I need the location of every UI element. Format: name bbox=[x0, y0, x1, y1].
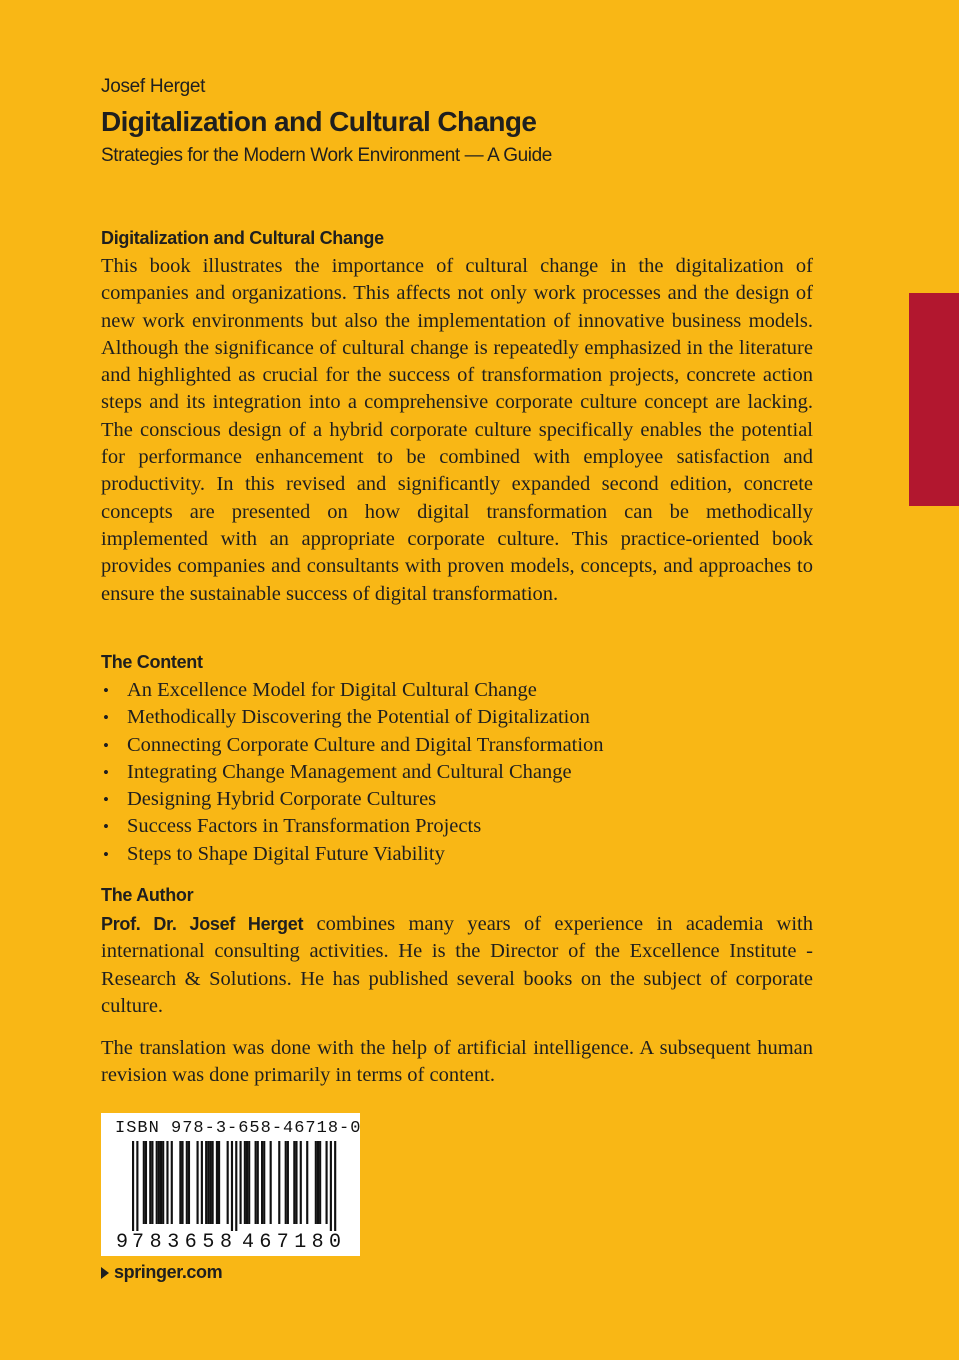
content-item: • Success Factors in Transformation Projects bbox=[101, 813, 604, 840]
author-bio bbox=[101, 911, 813, 1020]
book-subtitle: Strategies for the Modern Work Environment — A Guide bbox=[101, 145, 552, 166]
description-text: This book illustrates the importance of cultural change in the digitalization of companies and organizations. This affects not only work processes and the design of new work environments but also the implementation of innovative business models. Although the significance of cultural change is repeatedly emphasized in the literature and highlighted as crucial for the success of transformation projects, concrete action steps and its integration into a comprehensive corporate culture concept are lacking. The conscious design of a hybrid corporate culture specifically enables the potential for performance enhancement to be combined with employee satisfaction and productivity. In this revised and significantly expanded second edition, concrete concepts are presented on how digital transformation can be methodically implemented with an appropriate corporate culture. This practice-oriented book provides companies and consultants with proven models, concepts, and approaches to ensure the sustainable success of digital transformation. bbox=[101, 255, 813, 605]
barcode-digits bbox=[101, 1113, 360, 1256]
translation-note: The translation was done with the help of artificial intelligence. A subsequent human revision was done primarily in terms of content. bbox=[101, 1037, 813, 1087]
book-title: Digitalization and Cultural Change bbox=[101, 106, 537, 137]
content-item: • Steps to Shape Digital Future Viability bbox=[101, 841, 604, 868]
barcode-digits-right: 467180 bbox=[242, 1231, 341, 1254]
barcode-digits-left: 783658 bbox=[132, 1231, 232, 1254]
red-spine-tab bbox=[909, 293, 959, 506]
description-heading: Digitalization and Cultural Change bbox=[101, 228, 384, 248]
content-item: • Connecting Corporate Culture and Digital Transformation bbox=[101, 732, 604, 759]
author-bio-text: combines many years of experience in academia with international consulting activities. He is the Director of the Excellence Institute - Research & Solutions. He has published several books on the subject of corporate culture. bbox=[101, 913, 814, 1017]
content-list bbox=[101, 677, 604, 868]
arrow-right-icon bbox=[101, 1267, 109, 1279]
content-heading: The Content bbox=[101, 652, 203, 672]
content-item: • Methodically Discovering the Potential of Digitalization bbox=[101, 704, 604, 731]
barcode-box bbox=[101, 1113, 360, 1256]
content-item: • An Excellence Model for Digital Cultural Change bbox=[101, 677, 604, 704]
isbn-label: ISBN 978-3-658-46718-0 bbox=[115, 1119, 362, 1138]
author-heading: The Author bbox=[101, 885, 194, 905]
publisher-link-label: springer.com bbox=[114, 1262, 223, 1282]
author-name: Josef Herget bbox=[101, 76, 206, 97]
author-bio-name: Prof. Dr. Josef Herget bbox=[101, 914, 304, 934]
barcode-digit-lead: 9 bbox=[116, 1231, 129, 1254]
publisher-link[interactable] bbox=[101, 1262, 222, 1283]
content-item: • Integrating Change Management and Cultural Change bbox=[101, 759, 604, 786]
content-item: • Designing Hybrid Corporate Cultures bbox=[101, 786, 604, 813]
